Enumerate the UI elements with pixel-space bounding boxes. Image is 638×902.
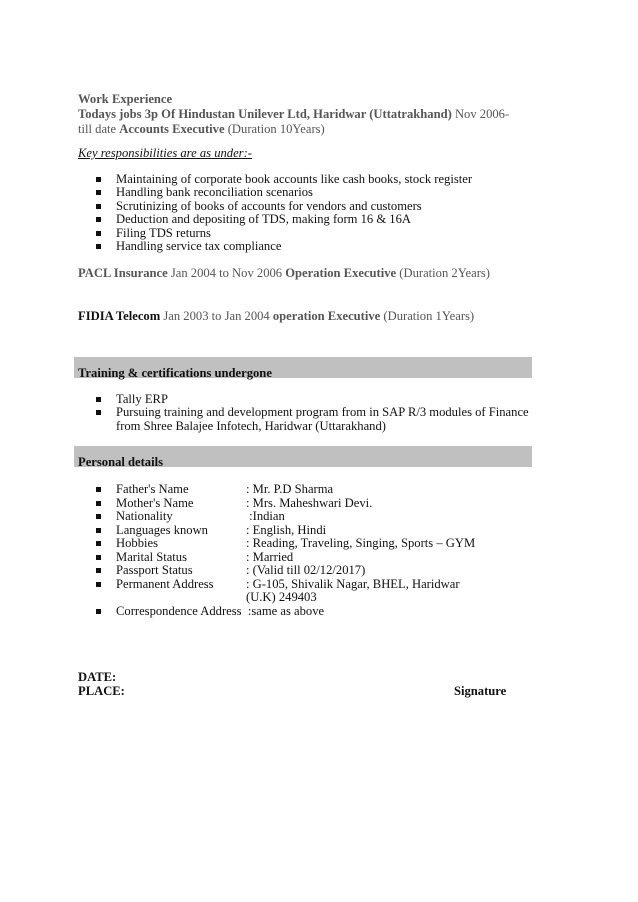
job1-dates-end: till date (78, 122, 117, 136)
job1-line (78, 107, 509, 122)
list-item: Tally ERP (78, 393, 529, 406)
list-item: Maintaining of corporate book accounts like cash books, stock register (78, 173, 472, 186)
list-item: Filing TDS returns (78, 227, 472, 240)
detail-row (78, 578, 475, 592)
job3-line (78, 309, 474, 324)
personal-heading: Personal details (78, 455, 164, 469)
job3-duration: (Duration 1Years) (383, 309, 475, 323)
detail-value: : Married (246, 549, 294, 564)
detail-row (78, 551, 475, 565)
detail-value: : English, Hindi (246, 522, 327, 537)
detail-label: Marital Status (116, 549, 188, 564)
job1-duration: (Duration 10Years) (227, 122, 325, 136)
detail-row (78, 483, 475, 497)
job3-title: operation Executive (272, 309, 381, 323)
detail-value: : (Valid till 02/12/2017) (246, 563, 366, 577)
detail-row (78, 564, 475, 578)
job3-dates: Jan 2003 to Jan 2004 (163, 309, 270, 323)
job2-title: Operation Executive (285, 266, 397, 280)
list-item: Handling bank reconciliation scenarios (78, 186, 472, 199)
list-item: Deduction and depositing of TDS, making form 16 & 16A (78, 213, 472, 226)
job2-line (78, 266, 490, 281)
place-label: PLACE: (78, 684, 125, 698)
detail-row (78, 510, 475, 524)
job1-company: Todays jobs 3p Of Hindustan Unilever Ltd, Haridwar (Uttatrakhand) (78, 107, 452, 121)
detail-value: : Mr. P.D Sharma (246, 482, 334, 496)
correspondence-row: Correspondence Address :same as above (78, 605, 475, 619)
detail-row (78, 537, 475, 551)
work-experience-heading: Work Experience (78, 92, 173, 106)
list-item: Handling service tax compliance (78, 240, 472, 253)
detail-label: Father's Name (116, 482, 189, 496)
job1-line-2 (78, 122, 325, 137)
job2-dates: Jan 2004 to Nov 2006 (170, 266, 283, 280)
personal-section-bar (74, 446, 532, 467)
detail-label: Permanent Address (116, 576, 214, 591)
detail-value: : Reading, Traveling, Singing, Sports – GYM (246, 536, 476, 550)
training-section-bar (74, 357, 532, 378)
job1-dates-start: Nov 2006- (454, 107, 510, 121)
job2-duration: (Duration 2Years) (399, 266, 491, 280)
training-list (78, 393, 529, 420)
detail-label: Nationality (116, 509, 173, 523)
responsibilities-list (78, 173, 472, 253)
training-item-continuation: from Shree Balajee Infotech, Haridwar (Uttarakhand) (116, 419, 386, 433)
training-heading: Training & certifications undergone (78, 366, 272, 380)
detail-label: Hobbies (116, 536, 158, 550)
detail-label: Languages known (116, 522, 208, 537)
date-label: DATE: (78, 670, 117, 684)
detail-label: Passport Status (116, 563, 193, 577)
detail-row (78, 524, 475, 538)
detail-value: : G-105, Shivalik Nagar, BHEL, Haridwar (246, 576, 460, 591)
job3-company: FIDIA Telecom (78, 309, 161, 323)
responsibilities-heading: Key responsibilities are as under:- (78, 146, 252, 160)
list-item: Scrutinizing of books of accounts for vendors and customers (78, 200, 472, 213)
detail-value: : Mrs. Maheshwari Devi. (246, 495, 373, 510)
detail-row (78, 497, 475, 511)
job1-title: Accounts Executive (119, 122, 225, 136)
signature-label: Signature (454, 684, 507, 698)
list-item: Pursuing training and development program from in SAP R/3 modules of Finance (78, 406, 529, 419)
detail-label: Mother's Name (116, 495, 194, 510)
address-continuation: (U.K) 249403 (246, 590, 317, 604)
detail-value: :Indian (246, 509, 285, 523)
job2-company: PACL Insurance (78, 266, 168, 280)
personal-details-list (78, 483, 475, 618)
